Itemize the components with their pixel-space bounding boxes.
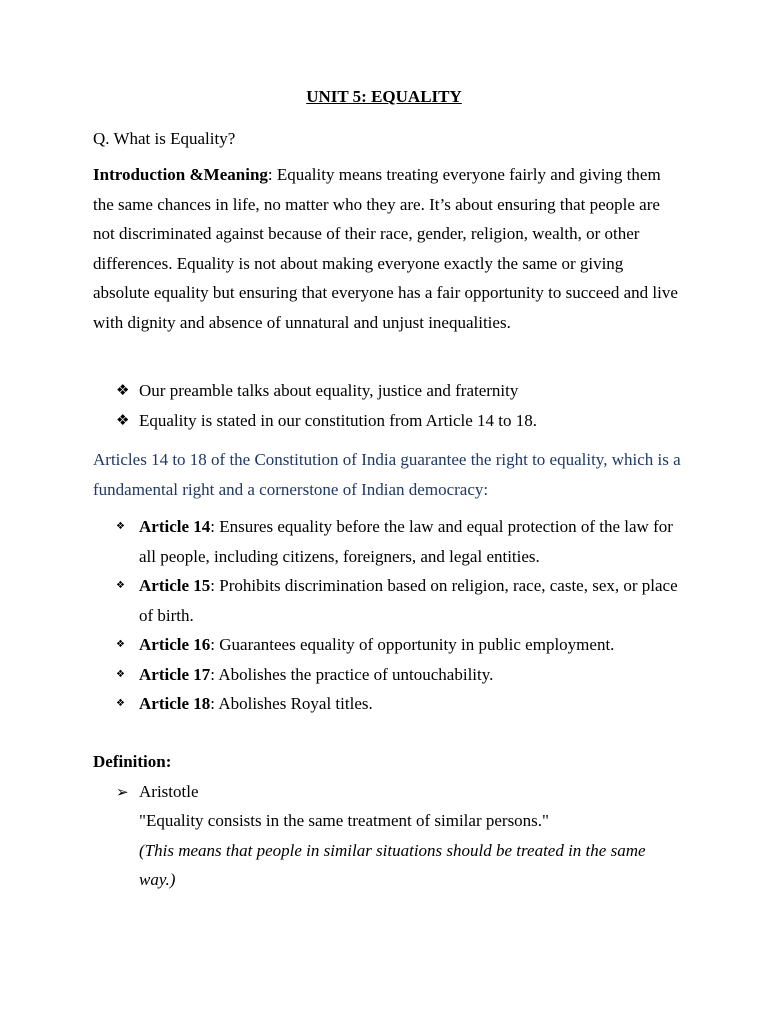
list-item xyxy=(0,689,679,719)
article-name: Article 15 xyxy=(139,576,211,595)
intro-text: : Equality means treating everyone fairly and giving them the same chances in life, no matter who they are. It’s about ensuring that people are not discriminated against because of their race, gender, religion, wealth, or other differences. Equality is not about making everyone exactly the same or giving absolute equality but ensuring that everyone has a fair opportunity to succeed and live with dignity and absence of unnatural and unjust inequalities. xyxy=(93,165,678,332)
article-text: : Abolishes the practice of untouchability. xyxy=(210,664,494,684)
article-text: : Abolishes Royal titles. xyxy=(210,694,373,713)
intro-label: Introduction &Meaning xyxy=(93,165,268,184)
definition-explanation: (This means that people in similar situations should be treated in the same way.) xyxy=(139,840,646,889)
small-diamond-cross-icon: ❖ xyxy=(116,698,125,709)
diamond-cross-icon: ❖ xyxy=(116,381,130,399)
article-name: Article 18 xyxy=(139,694,211,713)
author-item xyxy=(116,777,199,808)
list-item xyxy=(0,660,679,690)
list-item xyxy=(0,571,679,630)
article-text: : Prohibits discrimination based on religion, race, caste, sex, or place of birth. xyxy=(139,576,678,625)
definition-quote-block xyxy=(139,806,679,895)
list-item xyxy=(0,376,679,406)
article-text: : Ensures equality before the law and equal protection of the law for all people, including citizens, foreigners, and legal entities. xyxy=(139,517,673,566)
diamond-cross-icon: ❖ xyxy=(116,410,130,429)
points-list xyxy=(0,376,768,435)
small-diamond-cross-icon: ❖ xyxy=(116,580,125,591)
definition-quote: "Equality consists in the same treatment of similar persons." xyxy=(139,811,549,830)
intro-paragraph xyxy=(93,160,683,337)
author-name: Aristotle xyxy=(139,782,199,801)
article-name: Article 17 xyxy=(139,664,211,684)
point-text: Equality is stated in our constitution from Article 14 to 18. xyxy=(139,410,538,430)
question: Q. What is Equality? xyxy=(93,129,236,148)
articles-list xyxy=(0,512,768,719)
arrowhead-icon: ➢ xyxy=(116,783,129,801)
page-title: UNIT 5: EQUALITY xyxy=(306,87,462,106)
article-name: Article 14 xyxy=(139,517,211,536)
list-item xyxy=(0,512,679,571)
list-item xyxy=(0,630,679,660)
definition-heading: Definition: xyxy=(93,752,172,771)
small-diamond-cross-icon: ❖ xyxy=(116,521,125,532)
list-item xyxy=(0,406,679,436)
small-diamond-cross-icon: ❖ xyxy=(116,668,125,680)
article-text: : Guarantees equality of opportunity in public employment. xyxy=(210,635,615,654)
small-diamond-cross-icon: ❖ xyxy=(116,639,125,650)
article-name: Article 16 xyxy=(139,635,211,654)
point-text: Our preamble talks about equality, justice and fraternity xyxy=(139,381,519,400)
articles-intro: Articles 14 to 18 of the Constitution of India guarantee the right to equality, which is a fundamental right and a cornerstone of Indian democracy: xyxy=(93,450,681,499)
